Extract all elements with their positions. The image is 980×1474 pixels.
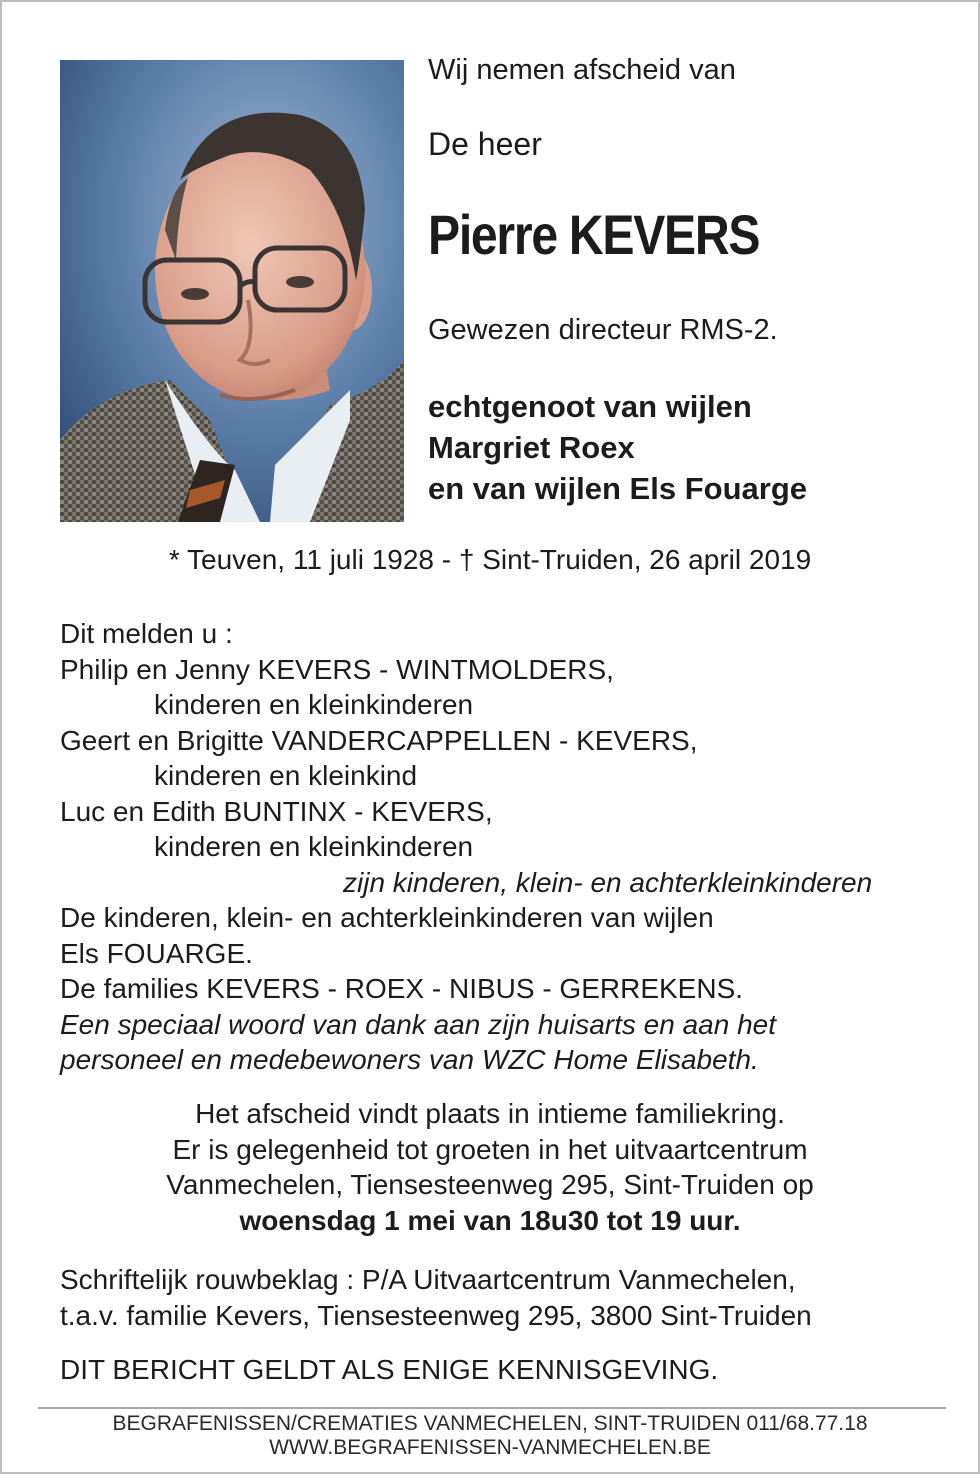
notice-line: Geert en Brigitte VANDERCAPPELLEN - KEVERS, — [60, 724, 698, 756]
farewell-info — [2, 1096, 978, 1238]
birth-death-dates: * Teuven, 11 juli 1928 - † Sint-Truiden, 26 april 2019 — [168, 544, 812, 575]
funeral-home-footer — [2, 1412, 978, 1460]
portrait-photo — [60, 60, 404, 522]
notice-line: Philip en Jenny KEVERS - WINTMOLDERS, — [60, 653, 614, 685]
farewell-line: Het afscheid vindt plaats in intieme familiekring. — [195, 1098, 785, 1129]
notice-line: Els FOUARGE. — [60, 937, 253, 969]
notice-intro: Dit melden u : — [60, 618, 233, 649]
portrait-illustration — [60, 60, 404, 522]
spouse-line: echtgenoot van wijlen — [428, 389, 752, 424]
intro-text: Wij nemen afscheid van — [428, 54, 736, 86]
final-notice: DIT BERICHT GELDT ALS ENIGE KENNISGEVING. — [60, 1354, 719, 1385]
notice-line: De kinderen, klein- en achterkleinkinderen van wijlen — [60, 902, 714, 933]
notice-line: kinderen en kleinkind — [154, 760, 418, 791]
farewell-line: Vanmechelen, Tiensesteenweg 295, Sint-Truiden op — [166, 1169, 814, 1200]
spouse-info — [428, 386, 807, 509]
notice-line: zijn kinderen, klein- en achterkleinkinderen — [343, 866, 873, 898]
honorific: De heer — [428, 126, 542, 162]
family-notice — [60, 616, 872, 1078]
thanks-line: personeel en medebewoners van WZC Home Elisabeth. — [60, 1044, 759, 1075]
notice-line: kinderen en kleinkinderen — [154, 831, 474, 862]
former-role: Gewezen directeur RMS-2. — [428, 314, 778, 346]
condolence-line: t.a.v. familie Kevers, Tiensesteenweg 295, 3800 Sint-Truiden — [60, 1299, 812, 1331]
condolences-address — [60, 1262, 812, 1333]
deceased-name: Pierre KEVERS — [428, 203, 760, 266]
spouse-line: Margriet Roex — [428, 430, 635, 465]
visitation-time: woensdag 1 mei van 18u30 tot 19 uur. — [239, 1204, 741, 1236]
thanks-line: Een speciaal woord van dank aan zijn huisarts en aan het — [60, 1008, 777, 1040]
spouse-line: en van wijlen Els Fouarge — [428, 471, 807, 506]
notice-line: kinderen en kleinkinderen — [154, 689, 474, 720]
condolence-line: Schriftelijk rouwbeklag : P/A Uitvaartcentrum Vanmechelen, — [60, 1264, 796, 1295]
footer-website: WWW.BEGRAFENISSEN-VANMECHELEN.BE — [269, 1436, 711, 1459]
notice-line: Luc en Edith BUNTINX - KEVERS, — [60, 795, 493, 827]
farewell-line: Er is gelegenheid tot groeten in het uitvaartcentrum — [172, 1133, 808, 1165]
footer-contact: BEGRAFENISSEN/CREMATIES VANMECHELEN, SINT-TRUIDEN 011/68.77.18 — [112, 1412, 868, 1435]
footer-divider — [38, 1407, 946, 1409]
notice-line: De families KEVERS - ROEX - NIBUS - GERREKENS. — [60, 973, 744, 1004]
